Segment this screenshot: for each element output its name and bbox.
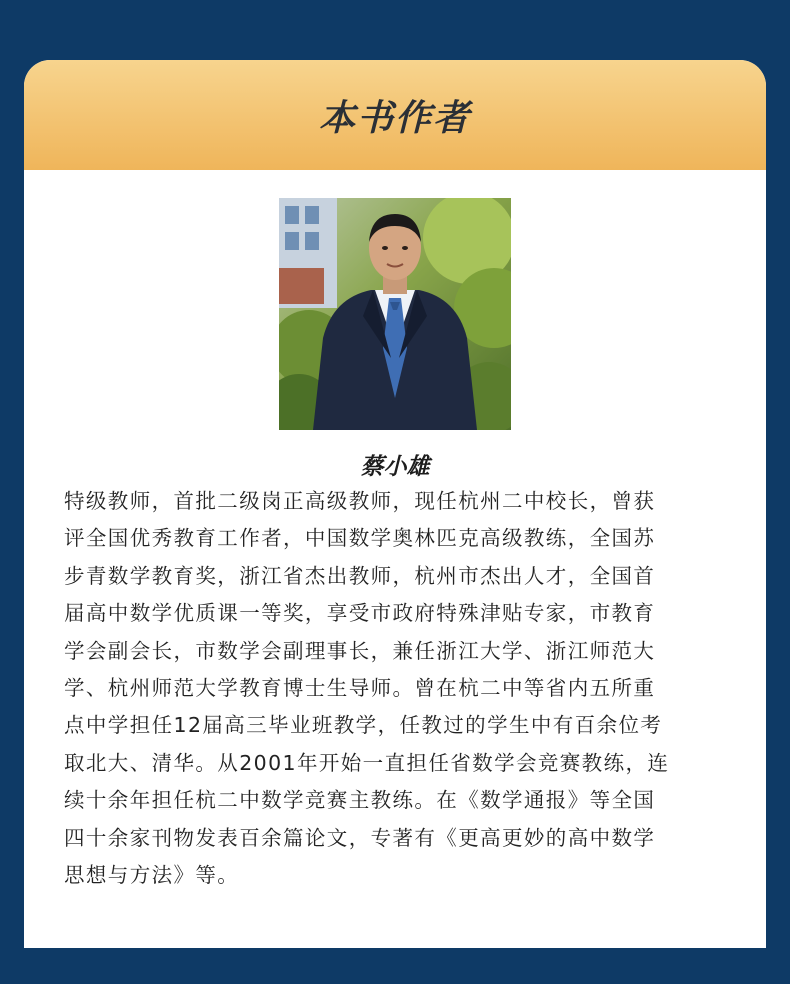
author-name: 蔡小雄 (360, 454, 430, 480)
card-header (24, 60, 766, 170)
author-portrait-illustration (279, 198, 511, 430)
section-title: 本书作者 (318, 97, 471, 139)
author-bio: 特级教师，首批二级岗正高级教师，现任杭州二中校长，曾获 评全国优秀教育工作者，中国数学奥林匹克高级教练，全国苏 步青数学教育奖，浙江省杰出教师，杭州市杰出人才，全国首 届高中数学优质课一等奖，享受市政府特殊津贴专家，市教育 学会副会长，市数学会副理事长，兼任浙江大学、浙江师范大 学、杭州师范大学教育博士生导师。曾在杭二中等省内五所重 点中学担任12届高三毕业班教学，任教过的学生中有百余位考 取北大、清华。从2001年开始一直担任省数学会竞赛教练，连 续十余年担任杭二中数学竞赛主教练。在《数学通报》等全国 四十余家刊物发表百余篇论文，专著有《更高更妙的高中数学 思想与方法》等。 (64, 489, 670, 888)
author-photo (279, 198, 511, 430)
author-card (24, 60, 766, 948)
